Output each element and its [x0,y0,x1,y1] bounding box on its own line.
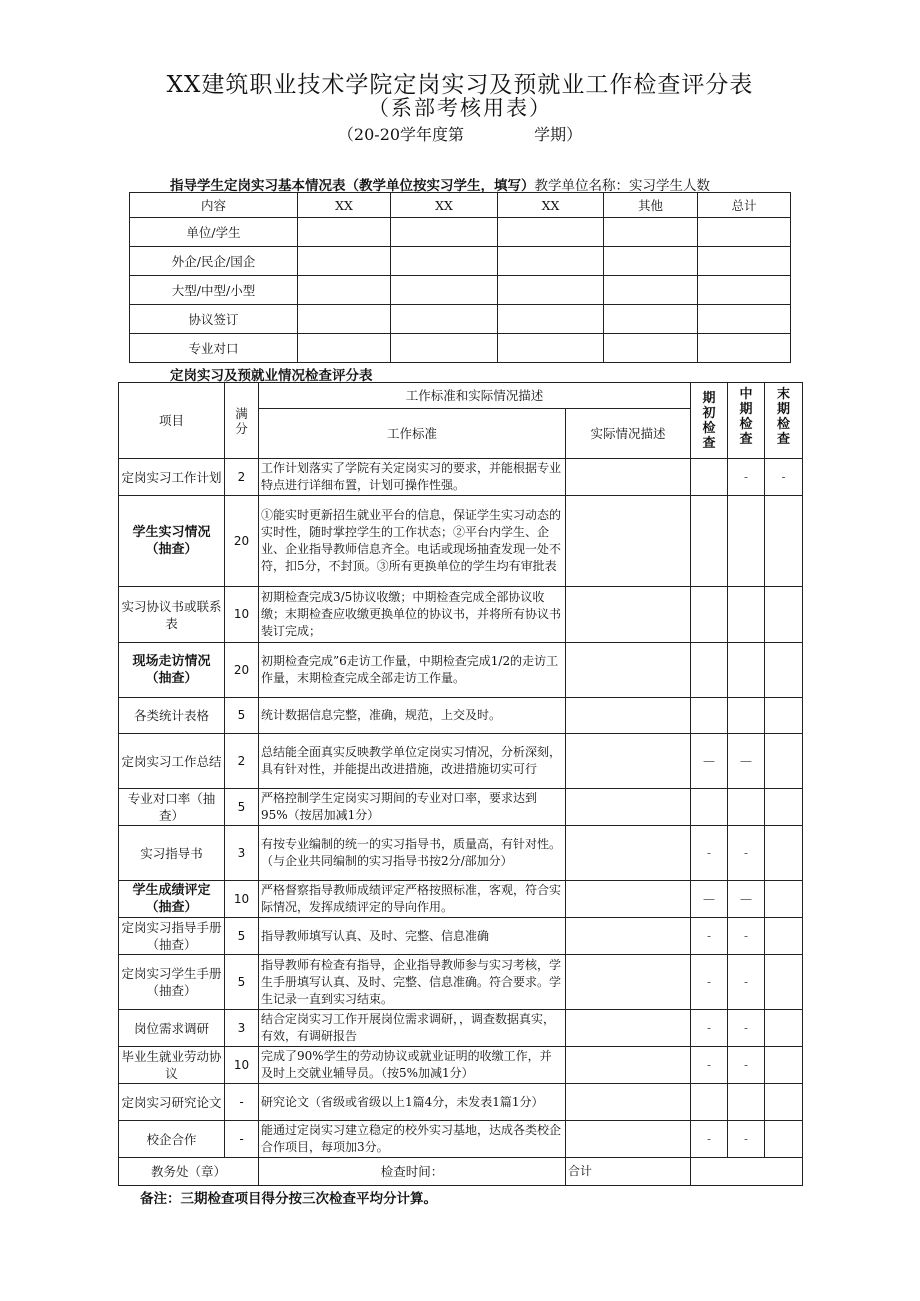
score-table-caption: 定岗实习及预就业情况检查评分表 [170,368,373,384]
actual-description[interactable] [566,881,691,918]
work-standard: 有按专业编制的统一的实习指导书，质量高，有针对性。（与企业共同编制的实习指导书按2分/部加分） [259,826,566,881]
item-name: 实习指导书 [119,826,225,881]
table-row [119,1047,803,1084]
full-score: - [225,1121,259,1158]
row-label: 大型/中型/小型 [130,276,298,305]
work-standard: 初期检查完成3/5协议收缴；中期检查完成全部协议收缴；末期检查应收缴更换单位的协议书，并将所有协议书装订完成； [259,587,566,643]
full-score: - [225,1084,259,1121]
table-cell[interactable] [698,334,791,363]
table-row [119,643,803,698]
table-row [130,276,791,305]
end-check-score[interactable] [765,1047,803,1084]
table-row [119,1010,803,1047]
early-check-score[interactable]: — [691,734,728,789]
table-row [130,247,791,276]
work-standard: 结合定岗实习工作开展岗位需求调研，，调查数据真实，有效，有调研报告 [259,1010,566,1047]
table-row [119,496,803,587]
table-row [130,305,791,334]
end-check-score[interactable] [765,587,803,643]
work-standard: 完成了90%学生的劳动协议或就业证明的收缴工作，并及时上交就业辅导员。（按5%加减1分） [259,1047,566,1084]
mid-check-score[interactable] [728,698,765,734]
term-line [0,122,920,145]
page-title: XX建筑职业技术学院定岗实习及预就业工作检查评分表 [166,72,754,98]
actual-description[interactable] [566,789,691,826]
total-label: 合计 [566,1158,691,1186]
early-check-header [691,383,728,459]
table-cell[interactable] [604,305,698,334]
mid-check-score[interactable] [728,587,765,643]
basic-info-header: XX [391,193,498,218]
early-check-score[interactable] [691,643,728,698]
full-score: 3 [225,1010,259,1047]
academic-office-stamp: 教务处（章） [119,1158,259,1186]
item-name: 定岗实习工作总结 [119,734,225,789]
table-row [119,698,803,734]
actual-description[interactable] [566,955,691,1010]
work-standard: 严格督察指导教师成绩评定严格按照标准，客观，符合实际情况，发挥成绩评定的导向作用。 [259,881,566,918]
table-cell[interactable] [298,247,391,276]
check-time-label: 检查时间： [259,1158,566,1186]
work-standard: 统计数据信息完整，准确，规范，上交及时。 [259,698,566,734]
full-score: 5 [225,698,259,734]
total-value[interactable] [691,1158,803,1186]
table-cell[interactable] [298,276,391,305]
table-row [119,1121,803,1158]
mid-check-header-text: 中期检查 [739,387,753,447]
actual-header: 实际情况描述 [566,409,691,459]
early-check-score[interactable]: - [691,955,728,1010]
table-cell[interactable] [604,247,698,276]
early-check-score[interactable]: — [691,881,728,918]
table-cell[interactable] [604,276,698,305]
mid-check-score[interactable]: - [728,826,765,881]
item-name: 学生实习情况（抽查） [119,496,225,587]
early-check-score[interactable]: - [691,826,728,881]
item-name: 专业对口率（抽查） [119,789,225,826]
table-cell[interactable] [498,334,604,363]
actual-description[interactable] [566,1010,691,1047]
table-row [119,881,803,918]
actual-description[interactable] [566,734,691,789]
score-footer-row [119,1158,803,1186]
actual-description[interactable] [566,1084,691,1121]
table-cell[interactable] [698,218,791,247]
basic-info-caption-normal: 教学单位名称：实习学生人数 [534,178,710,194]
item-name: 定岗实习学生手册（抽查） [119,955,225,1010]
full-score: 10 [225,881,259,918]
full-score: 2 [225,734,259,789]
actual-description[interactable] [566,643,691,698]
early-check-score[interactable]: - [691,1047,728,1084]
table-cell[interactable] [604,334,698,363]
early-check-score[interactable]: - [691,918,728,955]
end-check-score[interactable] [765,643,803,698]
item-name: 毕业生就业劳动协议 [119,1047,225,1084]
basic-info-caption [170,174,710,194]
table-cell[interactable] [498,276,604,305]
table-row [119,734,803,789]
basic-info-header: 总计 [698,193,791,218]
work-standard: 总结能全面真实反映教学单位定岗实习情况，分析深刻，具有针对性，并能提出改进措施，改进措施切实可行 [259,734,566,789]
item-header: 项目 [119,383,225,459]
table-row [119,918,803,955]
table-row [119,955,803,1010]
table-row [119,459,803,496]
table-cell[interactable] [391,305,498,334]
basic-info-caption-bold: 指导学生定岗实习基本情况表（教学单位按实习学生，填写） [170,178,535,194]
mid-check-score[interactable]: - [728,459,765,496]
mid-check-score[interactable] [728,1084,765,1121]
end-check-score[interactable] [765,881,803,918]
page-subtitle: （系部考核用表） [368,96,552,120]
table-cell[interactable] [298,218,391,247]
table-row [119,789,803,826]
early-check-score[interactable] [691,459,728,496]
item-name: 定岗实习研究论文 [119,1084,225,1121]
work-standard: 工作计划落实了学院有关定岗实习的要求，并能根据专业特点进行详细布置，计划可操作性强。 [259,459,566,496]
table-row [119,587,803,643]
table-cell[interactable] [604,218,698,247]
end-check-score[interactable]: - [765,459,803,496]
table-row [130,334,791,363]
full-score: 5 [225,955,259,1010]
actual-description[interactable] [566,1121,691,1158]
basic-info-header: XX [498,193,604,218]
mid-check-score[interactable]: - [728,955,765,1010]
row-label: 协议签订 [130,305,298,334]
end-check-score[interactable] [765,955,803,1010]
early-check-header-text: 期初检查 [702,390,716,451]
work-standard: 指导教师有检查有指导，企业指导教师参与实习考核，学生手册填写认真、及时、完整、信息准确。符合要求。学生记录一直到实习结束。 [259,955,566,1010]
end-check-score[interactable] [765,1084,803,1121]
actual-description[interactable] [566,826,691,881]
table-row [119,826,803,881]
item-name: 定岗实习工作计划 [119,459,225,496]
table-cell[interactable] [391,247,498,276]
mid-check-header [728,383,765,459]
end-check-score[interactable] [765,918,803,955]
row-label: 专业对口 [130,334,298,363]
end-check-score[interactable] [765,789,803,826]
mid-check-score[interactable] [728,643,765,698]
standard-header: 工作标准 [259,409,566,459]
work-standard: 研究论文（省级或省级以上1篇4分，未发表1篇1分） [259,1084,566,1121]
actual-description[interactable] [566,459,691,496]
footnote: 备注：三期检查项目得分按三次检查平均分计算。 [140,1191,437,1207]
item-name: 岗位需求调研 [119,1010,225,1047]
full-score: 5 [225,918,259,955]
mid-check-score[interactable]: — [728,881,765,918]
end-check-score[interactable] [765,698,803,734]
full-score: 10 [225,1047,259,1084]
basic-info-header-row [130,193,791,218]
table-row [119,1084,803,1121]
item-name: 学生成绩评定（抽查） [119,881,225,918]
mid-check-score[interactable]: - [728,1010,765,1047]
item-name: 各类统计表格 [119,698,225,734]
score-header-row [119,383,803,409]
table-cell[interactable] [498,247,604,276]
item-name: 现场走访情况（抽查） [119,643,225,698]
work-standard: ①能实时更新招生就业平台的信息，保证学生实习动态的实时性，随时掌控学生的工作状态；②平台内学生、企业、企业指导教师信息齐全。电话或现场抽査发现一处不符，扣5分，不封顶。③所有更换单位的学生均有审批表 [259,496,566,587]
mid-check-score[interactable] [728,789,765,826]
table-cell[interactable] [698,276,791,305]
mid-check-score[interactable]: - [728,1121,765,1158]
actual-description[interactable] [566,496,691,587]
table-cell[interactable] [498,218,604,247]
full-score: 2 [225,459,259,496]
basic-info-header: 其他 [604,193,698,218]
early-check-score[interactable] [691,789,728,826]
row-label: 单位/学生 [130,218,298,247]
table-cell[interactable] [698,305,791,334]
early-check-score[interactable] [691,587,728,643]
full-score-header-text: 满分 [235,405,248,436]
basic-info-header: XX [298,193,391,218]
table-cell[interactable] [391,218,498,247]
table-cell[interactable] [298,334,391,363]
full-score-header [225,383,259,459]
description-group-header: 工作标准和实际情况描述 [259,383,691,409]
early-check-score[interactable]: - [691,1010,728,1047]
mid-check-score[interactable]: - [728,1047,765,1084]
table-row [130,218,791,247]
item-name: 校企合作 [119,1121,225,1158]
early-check-score[interactable] [691,496,728,587]
actual-description[interactable] [566,1047,691,1084]
end-check-header [765,383,803,459]
mid-check-score[interactable]: - [728,918,765,955]
basic-info-table [129,192,791,363]
table-cell[interactable] [391,276,498,305]
early-check-score[interactable] [691,1084,728,1121]
work-standard: 严格控制学生定岗实习期间的专业对口率，要求达到95%（按居加减1分） [259,789,566,826]
full-score: 20 [225,643,259,698]
item-name: 定岗实习指导手册（抽查） [119,918,225,955]
early-check-score[interactable]: - [691,1121,728,1158]
table-cell[interactable] [391,334,498,363]
full-score: 20 [225,496,259,587]
actual-description[interactable] [566,698,691,734]
full-score: 10 [225,587,259,643]
end-check-score[interactable] [765,734,803,789]
end-check-header-text: 末期检查 [777,387,791,447]
work-standard: 初期检查完成”6走访工作量，中期检查完成1/2的走访工作量，末期检查完成全部走访工作量。 [259,643,566,698]
actual-description[interactable] [566,587,691,643]
full-score: 3 [225,826,259,881]
actual-description[interactable] [566,918,691,955]
score-table [118,382,803,1186]
end-check-score[interactable] [765,826,803,881]
table-cell[interactable] [698,247,791,276]
end-check-score[interactable] [765,1121,803,1158]
mid-check-score[interactable]: — [728,734,765,789]
full-score: 5 [225,789,259,826]
work-standard: 能通过定岗实习建立稳定的校外实习基地，达成各类校企合作项目，每项加3分。 [259,1121,566,1158]
end-check-score[interactable] [765,496,803,587]
table-cell[interactable] [498,305,604,334]
end-check-score[interactable] [765,1010,803,1047]
basic-info-header: 内容 [130,193,298,218]
early-check-score[interactable] [691,698,728,734]
table-cell[interactable] [298,305,391,334]
item-name: 实习协议书或联系表 [119,587,225,643]
mid-check-score[interactable] [728,496,765,587]
term-left: （20-20学年度第 [337,125,465,144]
term-right: 学期） [534,125,583,144]
work-standard: 指导教师填写认真、及时、完整、信息准确 [259,918,566,955]
row-label: 外企/民企/国企 [130,247,298,276]
